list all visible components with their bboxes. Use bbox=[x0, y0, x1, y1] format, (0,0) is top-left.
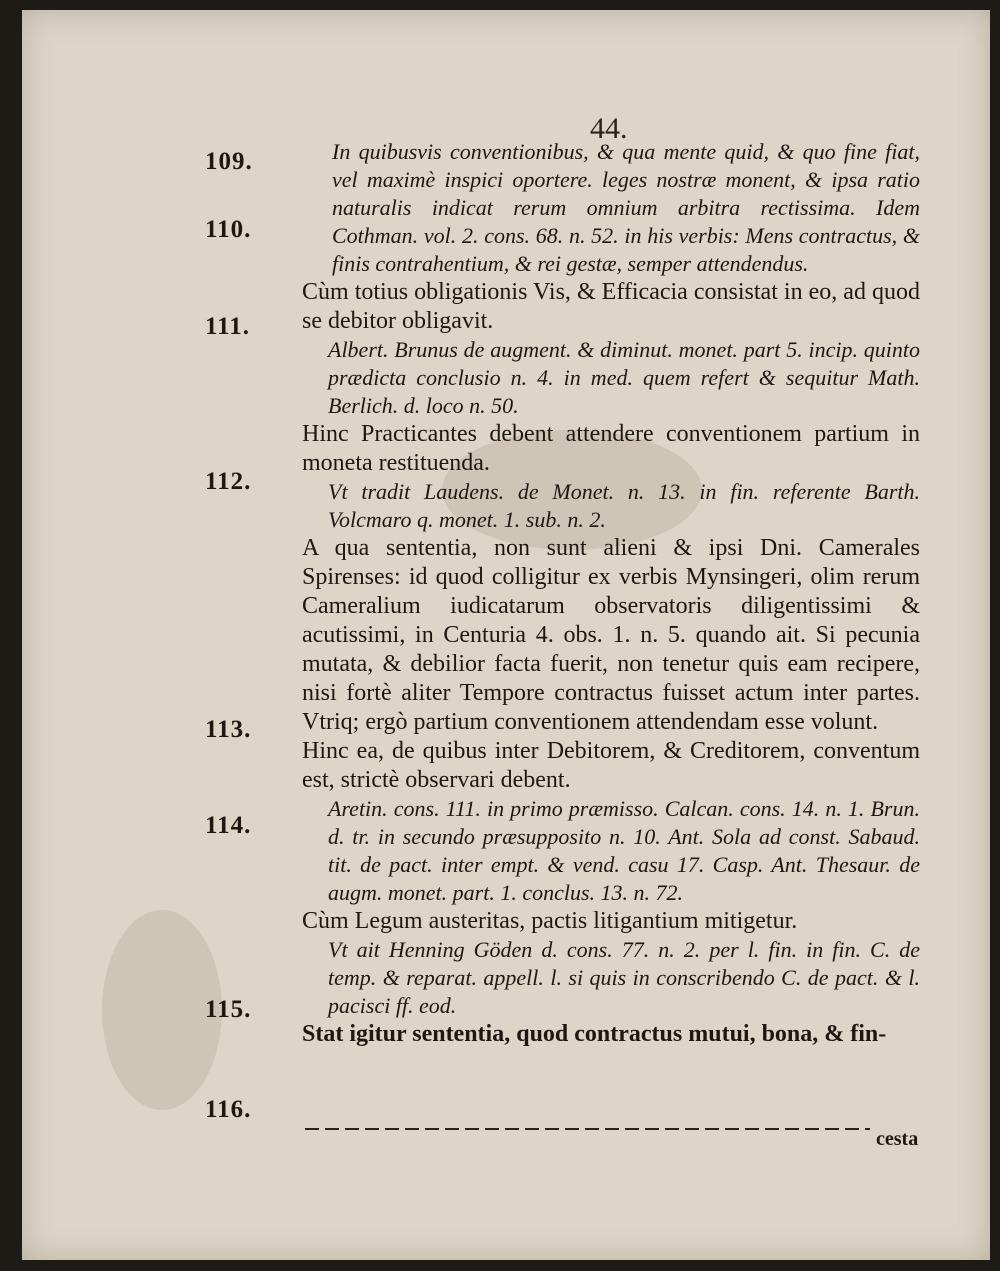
margin-number: 110. bbox=[205, 216, 252, 243]
paragraph-112: Hinc Practicantes debent attendere conventionem partium in moneta restituenda. bbox=[302, 421, 920, 476]
margin-number: 112. bbox=[205, 468, 252, 495]
citation: Vt tradit Laudens. de Monet. n. 13. in fin. referente Barth. Volcmaro q. monet. 1. sub. n. 2. bbox=[328, 479, 920, 532]
catchword: cesta bbox=[876, 1128, 919, 1150]
paragraph-111: Cùm totius obligationis Vis, & Efficacia consistat in eo, ad quod se debitor obligavit. bbox=[302, 279, 920, 334]
page-number: 44. bbox=[590, 112, 628, 145]
paragraph-109: In quibusvis conventionibus, & qua mente quid, & quo fine fiat, vel maximè inspici oportere. leges nostræ monent, & ipsa ratio naturalis indicat rerum omnium arbitra rectissima. Idem Cothman. vol. 2. cons. 68. n. 52. in his verbis: Mens contractus, & finis contrahentium, & rei gestæ, semper attendendus. bbox=[332, 139, 920, 276]
margin-number: 113. bbox=[205, 716, 252, 743]
margin-number: 114. bbox=[205, 812, 252, 839]
margin-number: 111. bbox=[205, 313, 250, 340]
page-body bbox=[302, 138, 920, 1049]
margin-number: 109. bbox=[205, 148, 253, 175]
citation: Vt ait Henning Göden d. cons. 77. n. 2. per l. fin. in fin. C. de temp. & reparat. appell. l. si quis in conscribendo C. de pact. & l. pacisci ff. eod. bbox=[328, 937, 920, 1018]
paragraph-114: Hinc ea, de quibus inter Debitorem, & Creditorem, conventum est, strictè observari debent. bbox=[302, 738, 920, 793]
margin-number: 115. bbox=[205, 996, 252, 1023]
paragraph-113: A qua sententia, non sunt alieni & ipsi Dni. Camerales Spirenses: id quod colligitur ex verbis Mynsingeri, olim rerum Cameralium iudicatarum observatoris diligentissimi & acutissimi, in Centuria 4. obs. 1. n. 5. quando ait. Si pecunia mutata, & debilior facta fuerit, non tenetur quis eam recipere, nisi fortè aliter Tempore contractus fuisset actum inter partes. Vtriq; ergò partium conventionem attendendam esse volunt. bbox=[302, 535, 920, 735]
paragraph-115: Cùm Legum austeritas, pactis litigantium mitigetur. bbox=[302, 908, 798, 934]
paper-stain bbox=[102, 910, 222, 1110]
citation: Aretin. cons. 111. in primo præmisso. Calcan. cons. 14. n. 1. Brun. d. tr. in secundo præsupposito n. 10. Ant. Sola ad const. Sabaud. tit. de pact. inter empt. & vend. casu 17. Casp. Ant. Thesaur. de augm. monet. part. 1. conclus. 13. n. 72. bbox=[328, 796, 920, 905]
margin-number: 116. bbox=[205, 1096, 252, 1123]
paragraph-116: Stat igitur sententia, quod contractus mutui, bona, & fin- bbox=[302, 1021, 887, 1047]
citation: Albert. Brunus de augment. & diminut. monet. part 5. incip. quinto prædicta conclusio n. 4. in med. quem refert & sequitur Math. Berlich. d. loco n. 50. bbox=[328, 337, 920, 418]
dashed-rule bbox=[305, 1128, 870, 1130]
